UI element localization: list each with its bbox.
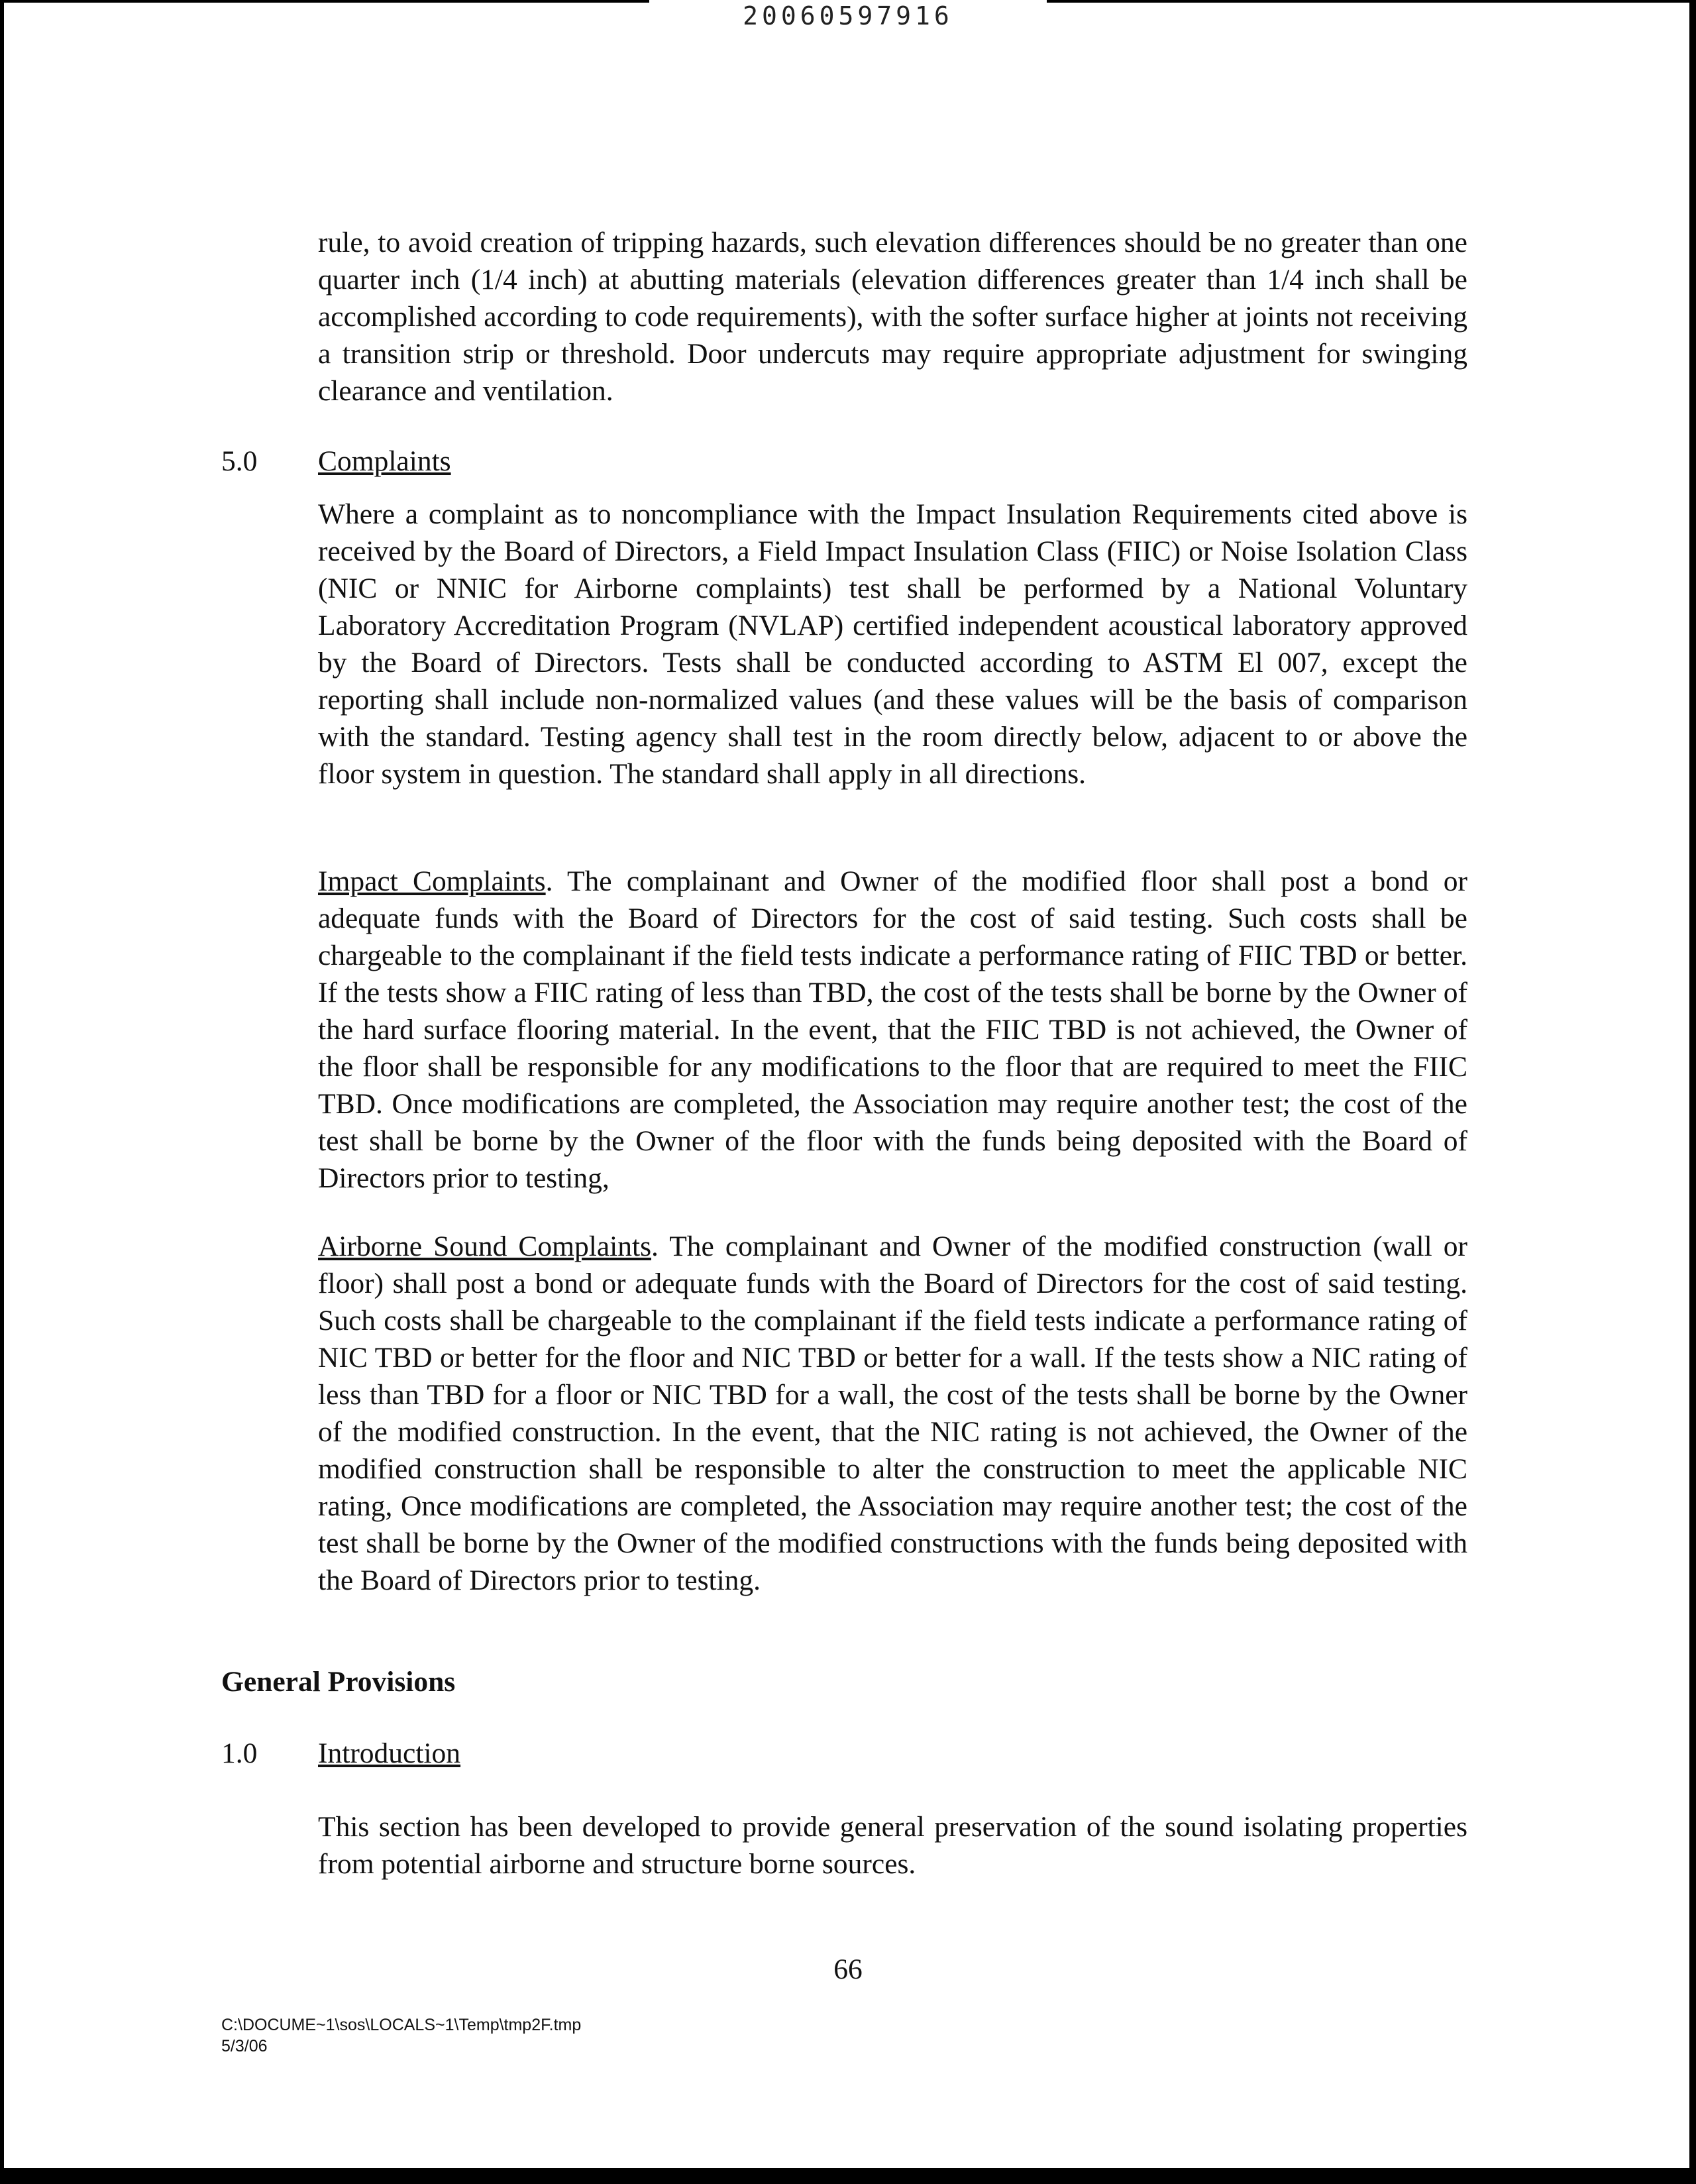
page-number: 66 xyxy=(833,1953,863,1985)
continuation-paragraph: rule, to avoid creation of tripping hazards, such elevation differences should be no greater than one quarter inch (1/4 inch) at abutting materials (elevation differences greater than 1/4 inch shall be accomplished according to code requirements), with the softer surface higher at joints not receiving a transition strip or threshold. Door undercuts may require appropriate adjustment for swinging clearance and ventilation. xyxy=(318,227,1467,407)
section-title-introduction: Introduction xyxy=(318,1737,461,1769)
section-title-complaints: Complaints xyxy=(318,445,451,477)
document-number: 20060597916 xyxy=(743,1,953,30)
impact-complaints-paragraph xyxy=(318,863,1467,1197)
scan-border-top-right xyxy=(1047,0,1696,3)
complaints-body: Where a complaint as to noncompliance with the Impact Insulation Requirements cited above is received by the Board of Directors, a Field Impact Insulation Class (FIIC) or Noise Isolation Class (NIC or NNIC for Airborne complaints) test shall be performed by a National Voluntary Laboratory Accreditation Program (NVLAP) certified independent acoustical laboratory approved by the Board of Directors. Tests shall be conducted according to ASTM El 007, except the reporting shall include non-normalized values (and these values will be the basis of comparison with the standard. Testing agency shall test in the room directly below, adjacent to or above the floor system in question. The standard shall apply in all directions. xyxy=(318,498,1467,790)
scan-border-top-left xyxy=(0,0,649,3)
impact-complaints-heading: Impact Complaints xyxy=(318,865,546,897)
introduction-body: This section has been developed to provide general preservation of the sound isolating properties from potential airborne and structure borne sources. xyxy=(318,1811,1467,1880)
airborne-complaints-paragraph xyxy=(318,1228,1467,1599)
scan-border-bottom xyxy=(0,2168,1696,2184)
airborne-complaints-text: . The complainant and Owner of the modified construction (wall or floor) shall post a bond or adequate funds with the Board of Directors for the cost of said testing. Such costs shall be chargeable to the complainant if the field tests indicate a performance rating of NIC TBD or better for the floor and NIC TBD or better for a wall. If the tests show a NIC rating of less than TBD for a floor or NIC TBD for a wall, the cost of the tests shall be borne by the Owner of the modified construction. In the event, that the NIC rating is not achieved, the Owner of the modified construction shall be responsible to alter the construction to meet the applicable NIC rating, Once modifications are completed, the Association may require another test; the cost of the test shall be borne by the Owner of the modified constructions with the funds being deposited with the Board of Directors prior to testing. xyxy=(318,1230,1467,1596)
scan-border-right xyxy=(1689,0,1696,2184)
footer-date: 5/3/06 xyxy=(221,2037,268,2055)
scan-border-left xyxy=(0,0,4,2184)
section-number-introduction: 1.0 xyxy=(221,1737,258,1769)
general-provisions-heading: General Provisions xyxy=(221,1666,456,1698)
airborne-complaints-heading: Airborne Sound Complaints xyxy=(318,1230,652,1262)
section-number-complaints: 5.0 xyxy=(221,445,258,477)
footer-file-path: C:\DOCUME~1\sos\LOCALS~1\Temp\tmp2F.tmp xyxy=(221,2016,582,2034)
impact-complaints-text: . The complainant and Owner of the modified floor shall post a bond or adequate funds with the Board of Directors for the cost of said testing. Such costs shall be chargeable to the complainant if the field tests indicate a performance rating of FIIC TBD or better. If the tests show a FIIC rating of less than TBD, the cost of the tests shall be borne by the Owner of the hard surface flooring material. In the event, that the FIIC TBD is not achieved, the Owner of the floor shall be responsible for any modifications to the floor that are required to meet the FIIC TBD. Once modifications are completed, the Association may require another test; the cost of the test shall be borne by the Owner of the floor with the funds being deposited with the Board of Directors prior to testing, xyxy=(318,865,1467,1194)
